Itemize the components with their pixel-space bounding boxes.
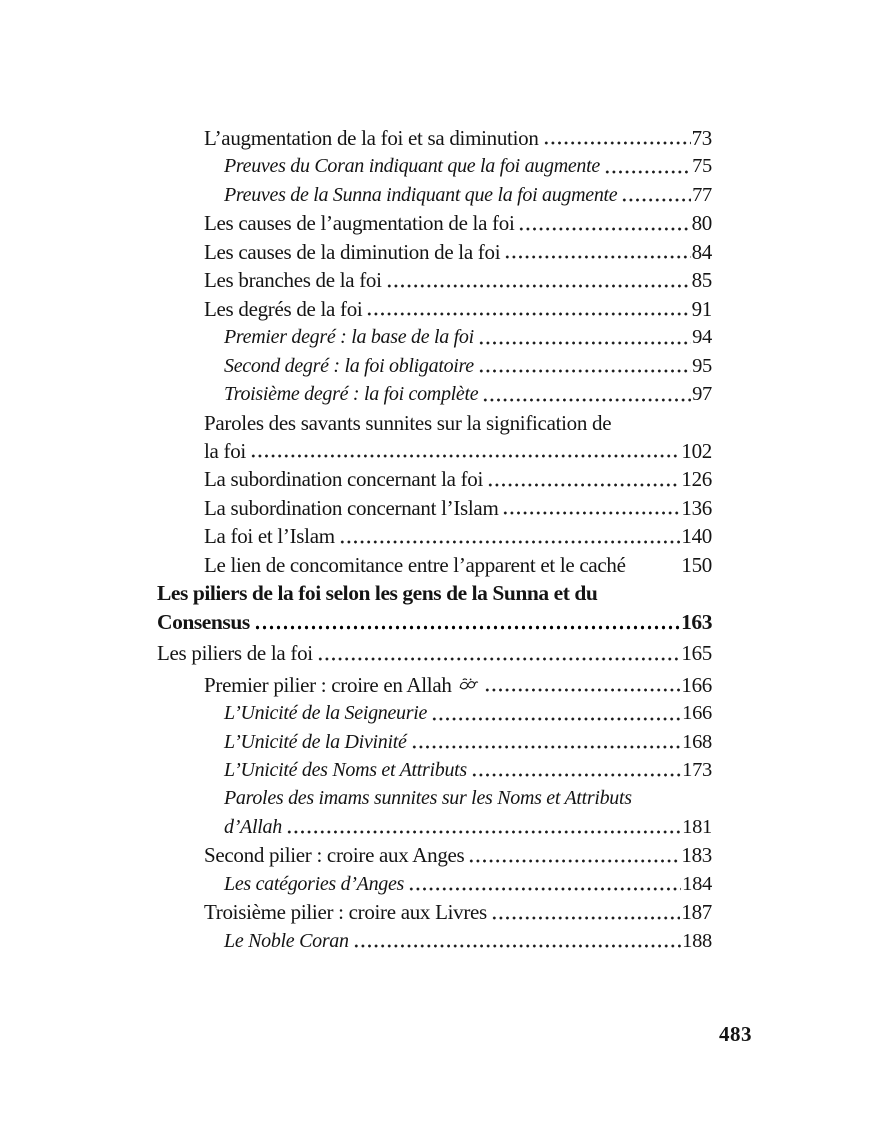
dot-leader: [286, 813, 681, 841]
toc-row: [157, 728, 712, 756]
page-number: 163: [681, 609, 712, 634]
dot-leader: [408, 870, 681, 898]
toc-row: [157, 898, 712, 926]
dot-leader: [339, 522, 681, 550]
toc-row: [157, 494, 712, 522]
page-number: 136: [681, 495, 712, 520]
page-number: 184: [682, 872, 712, 895]
toc-entry-text: Second pilier : croire aux Anges: [204, 843, 465, 868]
dot-leader: [621, 181, 691, 209]
dot-leader: [502, 494, 680, 522]
toc-row: [157, 181, 712, 209]
toc-row: [157, 352, 712, 380]
toc-row: [157, 870, 712, 898]
toc-row: [157, 813, 712, 841]
dot-leader: [468, 841, 680, 869]
toc-entry-text: Second degré : la foi obligatoire: [224, 354, 474, 377]
page-number: 102: [681, 438, 712, 463]
toc-entry-text: Paroles des imams sunnites sur les Noms et Attributs: [224, 787, 632, 810]
toc-row: [157, 409, 712, 437]
toc-row: [157, 238, 712, 266]
leader-spacer: [626, 551, 682, 579]
dot-leader: [431, 699, 681, 727]
toc-row: [157, 671, 712, 699]
page-number: 75: [692, 155, 712, 178]
toc-entry-text: Les piliers de la foi selon les gens de la Sunna et du: [157, 581, 598, 606]
dot-leader: [471, 756, 681, 784]
allah-honorific-icon: [458, 677, 479, 692]
page-number: 165: [681, 641, 712, 666]
toc-row: [157, 437, 712, 465]
toc-entry-text: L’Unicité de la Seigneurie: [224, 702, 428, 725]
dot-leader: [411, 728, 682, 756]
toc-entry-text: Les causes de l’augmentation de la foi: [204, 211, 515, 236]
page-number: 166: [681, 672, 712, 697]
toc-entry-text: La subordination concernant la foi: [204, 467, 484, 492]
page-number: 187: [681, 900, 712, 925]
toc-entry-text: L’Unicité des Noms et Attributs: [224, 758, 467, 781]
table-of-contents: [157, 124, 712, 955]
dot-leader: [386, 266, 691, 294]
page-number: 140: [681, 524, 712, 549]
dot-leader: [478, 352, 691, 380]
dot-leader: [543, 124, 691, 152]
toc-row: [157, 551, 712, 579]
toc-entry-text: L’Unicité de la Divinité: [224, 730, 407, 753]
page-number: 95: [692, 354, 712, 377]
dot-leader: [482, 380, 691, 408]
page-number: 126: [681, 467, 712, 492]
toc-entry-text: Les causes de la diminution de la foi: [204, 239, 501, 264]
dot-leader: [484, 671, 681, 699]
toc-entry-text: La subordination concernant l’Islam: [204, 495, 499, 520]
dot-leader: [317, 639, 681, 667]
page-number: 150: [681, 552, 712, 577]
page-number: 166: [682, 702, 712, 725]
toc-row: [157, 608, 712, 636]
toc-entry-text: Les catégories d’Anges: [224, 872, 405, 895]
toc-entry-text: La foi et l’Islam: [204, 524, 335, 549]
page-number: 94: [692, 326, 712, 349]
toc-row: [157, 295, 712, 323]
toc-entry-text: Paroles des savants sunnites sur la signification de: [204, 410, 612, 435]
toc-entry-text: Le Noble Coran: [224, 929, 349, 952]
toc-entry-text: Consensus: [157, 609, 250, 634]
toc-entry-text: Le lien de concomitance entre l’apparent et le caché: [204, 552, 626, 577]
page-number: 91: [691, 296, 712, 321]
page-number: 84: [691, 239, 712, 264]
toc-entry-text: Les branches de la foi: [204, 268, 382, 293]
toc-entry-text: Les piliers de la foi: [157, 641, 313, 666]
dot-leader: [478, 323, 691, 351]
toc-row: [157, 323, 712, 351]
toc-entry-text: la foi: [204, 438, 246, 463]
page-number: 97: [692, 383, 712, 406]
toc-entry-text: Troisième pilier : croire aux Livres: [204, 900, 487, 925]
toc-entry-text: Les degrés de la foi: [204, 296, 363, 321]
toc-row: [157, 699, 712, 727]
toc-row: [157, 927, 712, 955]
page-number: 80: [691, 211, 712, 236]
dot-leader: [254, 608, 680, 636]
page-number: 173: [682, 758, 712, 781]
page-number: 188: [682, 929, 712, 952]
page-number: 85: [691, 268, 712, 293]
toc-row: [157, 380, 712, 408]
dot-leader: [604, 152, 691, 180]
toc-entry-text: L’augmentation de la foi et sa diminution: [204, 126, 539, 150]
page-number: 183: [681, 843, 712, 868]
folio-page-number: 483: [719, 1022, 752, 1046]
toc-row: [157, 756, 712, 784]
page-number: 168: [682, 730, 712, 753]
toc-row: [157, 465, 712, 493]
toc-row: [157, 152, 712, 180]
toc-row: [157, 266, 712, 294]
dot-leader: [491, 898, 680, 926]
toc-entry-text: d’Allah: [224, 815, 282, 838]
dot-leader: [250, 437, 680, 465]
dot-leader: [366, 295, 690, 323]
dot-leader: [353, 927, 681, 955]
dot-leader: [487, 465, 680, 493]
toc-row: [157, 579, 712, 607]
page-number: 181: [682, 815, 712, 838]
toc-row: [157, 209, 712, 237]
toc-entry-text: Preuves de la Sunna indiquant que la foi augmente: [224, 183, 618, 206]
toc-row: [157, 841, 712, 869]
dot-leader: [518, 209, 690, 237]
toc-entry-text: Premier degré : la base de la foi: [224, 326, 474, 349]
page-number: 77: [692, 183, 712, 206]
toc-entry-text: Troisième degré : la foi complète: [224, 383, 479, 406]
toc-row: [157, 639, 712, 667]
toc-entry-text: Premier pilier : croire en Allah: [204, 672, 452, 697]
toc-row: [157, 522, 712, 550]
toc-entry-text: Preuves du Coran indiquant que la foi augmente: [224, 155, 600, 178]
dot-leader: [504, 238, 690, 266]
toc-row: [157, 124, 712, 152]
toc-row: [157, 784, 712, 812]
page-number: 73: [691, 126, 712, 150]
